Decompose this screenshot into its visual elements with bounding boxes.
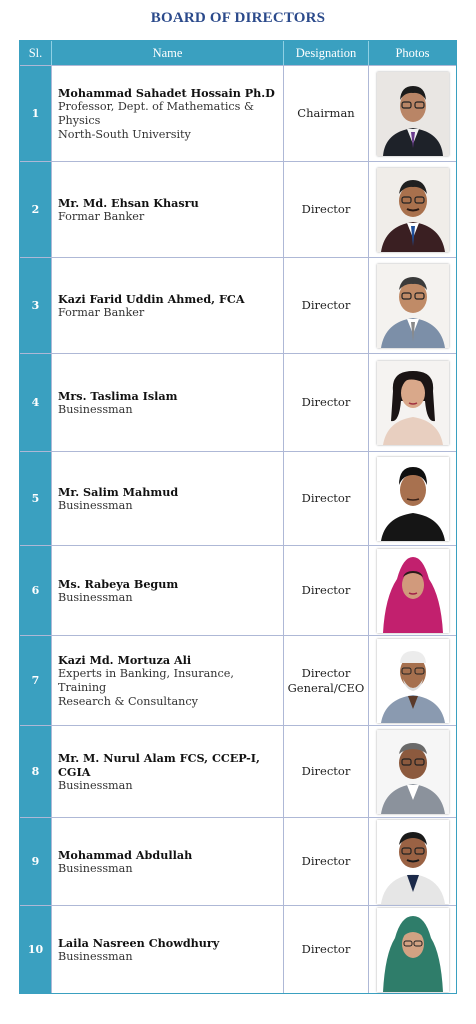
header-photos: Photos [368,41,456,65]
name-cell [51,546,283,635]
row-number: 2 [20,162,51,257]
row-number: 9 [20,818,51,905]
director-photo [377,264,449,348]
header-name: Name [51,41,283,65]
photo-cell [368,636,456,725]
director-photo [377,549,449,633]
director-subtitle: Businessman [58,498,133,512]
row-number: 4 [20,354,51,451]
director-subtitle: Experts in Banking, Insurance, Training Research & Consultancy [58,666,234,708]
director-name: Mrs. Taslima Islam [58,388,178,403]
director-photo [377,72,449,156]
designation: Chairman [283,66,368,161]
table-row [20,257,456,353]
designation: Director [283,546,368,635]
photo-cell [368,354,456,451]
photo-cell [368,452,456,545]
table-row [20,905,456,993]
name-cell [51,354,283,451]
director-subtitle: Formar Banker [58,209,145,223]
designation: Director [283,906,368,993]
table-row [20,545,456,635]
row-number: 10 [20,906,51,993]
page-title: BOARD OF DIRECTORS [150,10,326,26]
photo-cell [368,66,456,161]
designation: Director [283,726,368,817]
photo-cell [368,726,456,817]
designation: Director General/CEO [283,636,368,725]
director-name: Kazi Md. Mortuza Ali [58,652,192,667]
director-subtitle: Businessman [58,861,133,875]
name-cell [51,636,283,725]
director-photo [377,730,449,814]
director-name: Mohammad Sahadet Hossain Ph.D [58,85,275,100]
name-cell [51,452,283,545]
director-photo [377,639,449,723]
name-cell [51,726,283,817]
director-subtitle: Businessman [58,949,133,963]
designation: Director [283,452,368,545]
name-cell [51,66,283,161]
photo-cell [368,906,456,993]
director-subtitle: Businessman [58,402,133,416]
row-number: 5 [20,452,51,545]
directors-table [19,40,457,994]
director-name: Laila Nasreen Chowdhury [58,935,220,950]
photo-cell [368,162,456,257]
designation: Director [283,162,368,257]
director-name: Mr. Md. Ehsan Khasru [58,195,199,210]
director-name: Mohammad Abdullah [58,847,193,862]
director-subtitle: Businessman [58,778,133,792]
director-photo [377,908,449,992]
director-name: Kazi Farid Uddin Ahmed, FCA [58,291,245,306]
table-row [20,817,456,905]
table-row [20,65,456,161]
header-designation: Designation [283,41,368,65]
name-cell [51,818,283,905]
row-number: 1 [20,66,51,161]
director-name: Ms. Rabeya Begum [58,576,179,591]
row-number: 3 [20,258,51,353]
name-cell [51,906,283,993]
row-number: 6 [20,546,51,635]
designation: Director [283,818,368,905]
director-photo [377,820,449,904]
photo-cell [368,546,456,635]
director-photo [377,457,449,541]
table-header [20,41,456,65]
photo-cell [368,258,456,353]
row-number: 7 [20,636,51,725]
header-sl: Sl. [28,46,43,60]
name-cell [51,258,283,353]
director-subtitle: Professor, Dept. of Mathematics & Physics North-South University [58,99,254,141]
row-number: 8 [20,726,51,817]
director-photo [377,361,449,445]
table-row [20,161,456,257]
director-photo [377,168,449,252]
name-cell [51,162,283,257]
table-row [20,635,456,725]
director-name: Mr. Salim Mahmud [58,484,179,499]
designation: Director [283,354,368,451]
director-name: Mr. M. Nurul Alam FCS, CCEP-I, CGIA [58,750,260,779]
table-row [20,451,456,545]
table-row [20,353,456,451]
director-subtitle: Formar Banker [58,305,145,319]
director-subtitle: Businessman [58,590,133,604]
table-row [20,725,456,817]
photo-cell [368,818,456,905]
designation: Director [283,258,368,353]
